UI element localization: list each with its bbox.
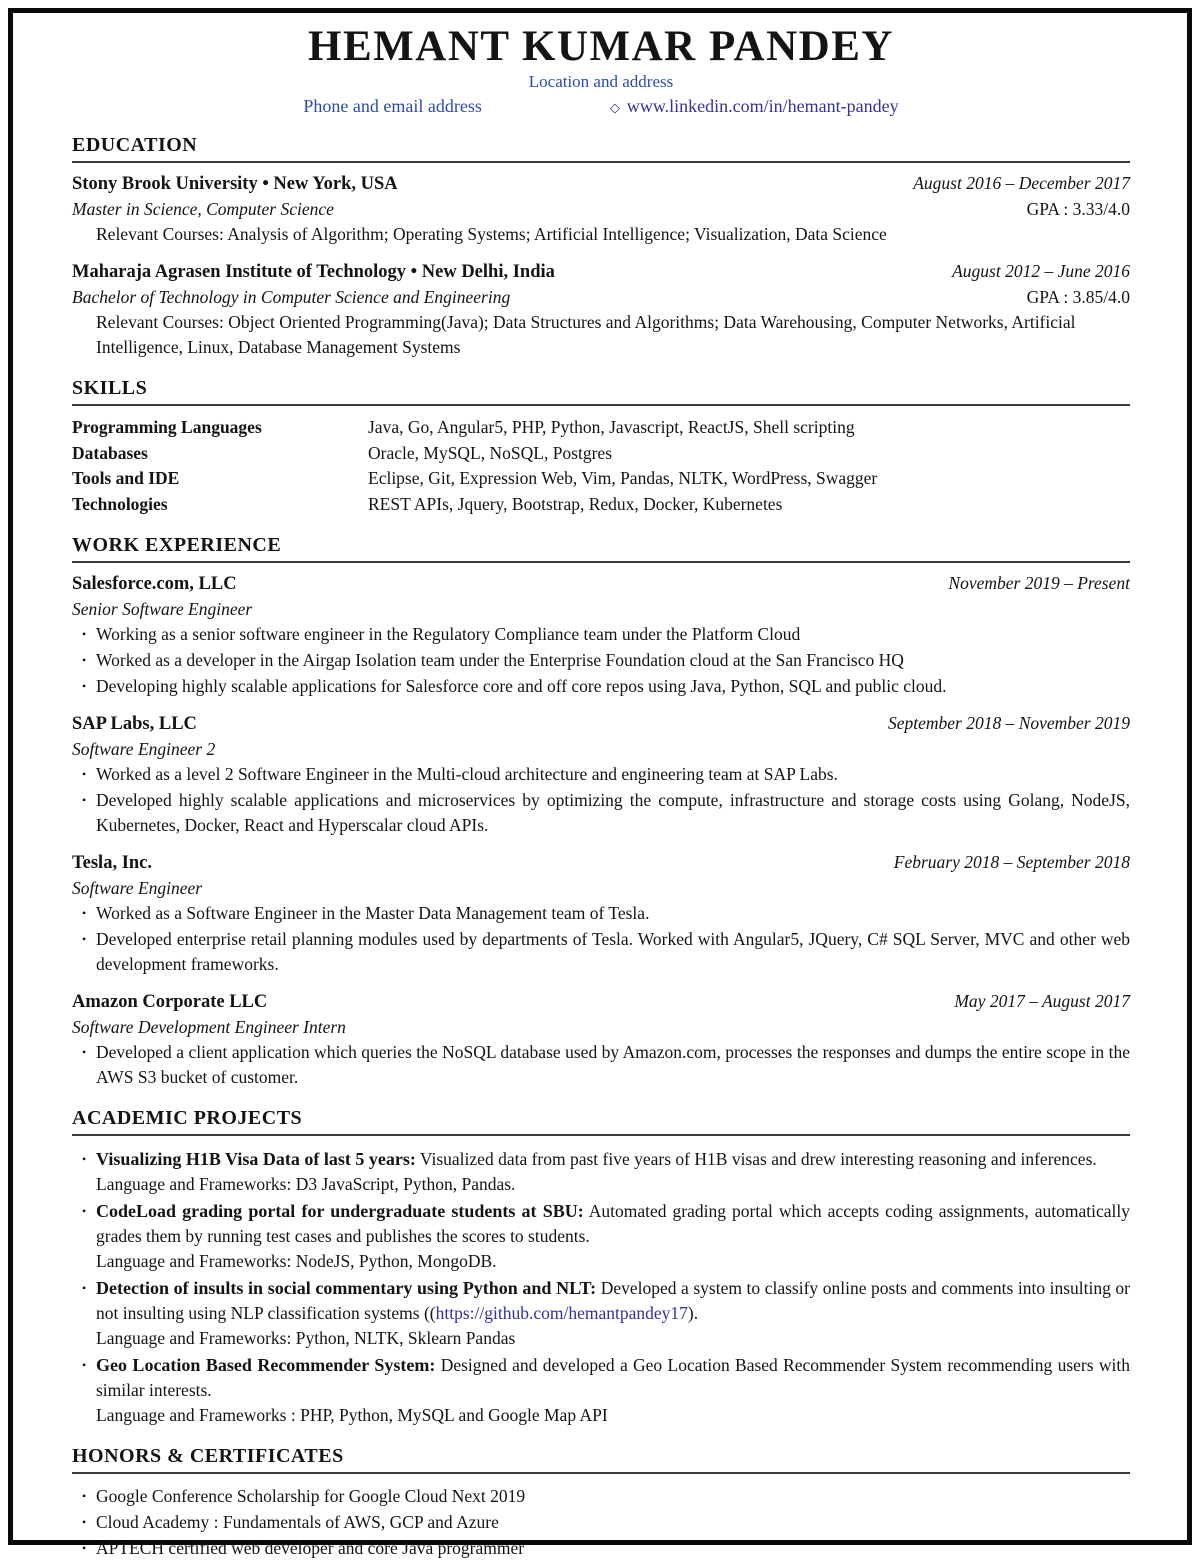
education-entry	[72, 260, 1130, 360]
education-dates: August 2016 – December 2017	[913, 173, 1130, 193]
work-entry-salesforce	[72, 572, 1130, 699]
project-frameworks: Language and Frameworks: Python, NLTK, Sklearn Pandas	[96, 1328, 516, 1348]
work-entry-sap	[72, 712, 1130, 838]
work-dates: February 2018 – September 2018	[893, 852, 1130, 872]
bullet-icon: •	[82, 1515, 87, 1529]
relevant-courses: Relevant Courses: Object Oriented Programming(Java); Data Structures and Algorithms; Data Warehousing, Computer Networks, Artificial Intelligence, Linux, Database Management Systems	[96, 312, 1076, 357]
location-address-line: Location and address	[528, 72, 674, 91]
project-description: Automated grading portal which accepts coding assignments, automatically grades them by running test cases and publishes the scores to students.	[96, 1201, 1130, 1246]
project-item-codeload	[72, 1199, 1130, 1274]
work-dates: May 2017 – August 2017	[954, 991, 1130, 1011]
project-frameworks: Language and Frameworks : PHP, Python, MySQL and Google Map API	[96, 1405, 608, 1425]
diamond-icon: ◇	[609, 100, 620, 115]
bullet-icon: •	[82, 793, 87, 807]
honor-item: • Google Conference Scholarship for Google Cloud Next 2019	[72, 1484, 1130, 1509]
skill-list: Oracle, MySQL, NoSQL, Postgres	[368, 442, 613, 463]
linkedin-wrap	[610, 95, 899, 119]
skill-category: Tools and IDE	[72, 468, 180, 488]
section-skills	[72, 377, 1130, 517]
bullet-icon: •	[82, 627, 87, 641]
degree: Bachelor of Technology in Computer Science and Engineering	[72, 287, 511, 307]
honor-item: • APTECH certified web developer and core Java programmer	[72, 1536, 1130, 1561]
list-item: • Worked as a level 2 Software Engineer in the Multi-cloud architecture and engineering team at SAP Labs.	[72, 762, 1130, 787]
bullet-icon: •	[82, 679, 87, 693]
company-name: Tesla, Inc.	[72, 853, 153, 873]
work-dates: September 2018 – November 2019	[887, 713, 1130, 733]
bullet-icon: •	[82, 1541, 87, 1555]
job-title: Software Development Engineer Intern	[72, 1017, 346, 1037]
bullet-icon: •	[82, 767, 87, 781]
section-honors	[72, 1445, 1130, 1561]
skills-row	[72, 415, 1130, 441]
skill-category: Programming Languages	[72, 417, 262, 437]
resume-page	[72, 24, 1130, 1561]
project-title: Geo Location Based Recommender System:	[96, 1355, 436, 1375]
work-entry-tesla	[72, 851, 1130, 977]
degree: Master in Science, Computer Science	[72, 199, 334, 219]
list-item: • Worked as a Software Engineer in the Master Data Management team of Tesla.	[72, 901, 1130, 926]
section-work-experience	[72, 534, 1130, 1090]
projects-heading: ACADEMIC PROJECTS	[72, 1107, 1130, 1136]
section-academic-projects	[72, 1107, 1130, 1428]
bullet-icon: •	[82, 1358, 87, 1372]
project-item-geo-recommender	[72, 1353, 1130, 1428]
school-name: Maharaja Agrasen Institute of Technology • New Delhi, India	[72, 262, 555, 282]
education-heading: EDUCATION	[72, 134, 1130, 163]
job-title: Senior Software Engineer	[72, 599, 253, 619]
page-title: HEMANT KUMAR PANDEY	[308, 23, 894, 70]
list-item: • Worked as a developer in the Airgap Isolation team under the Enterprise Foundation cloud at the San Francisco HQ	[72, 648, 1130, 673]
company-name: SAP Labs, LLC	[72, 714, 197, 734]
bullet-icon: •	[82, 1489, 87, 1503]
project-title: Visualizing H1B Visa Data of last 5 years:	[96, 1149, 416, 1169]
school-name: Stony Brook University • New York, USA	[72, 174, 398, 194]
linkedin-link[interactable]: www.linkedin.com/in/hemant-pandey	[626, 96, 899, 116]
project-item-h1b	[72, 1147, 1130, 1197]
list-item: • Developing highly scalable applications for Salesforce core and off core repos using Java, Python, SQL and public cloud.	[72, 674, 1130, 699]
skill-list: Eclipse, Git, Expression Web, Vim, Pandas, NLTK, WordPress, Swagger	[368, 468, 878, 488]
education-dates: August 2012 – June 2016	[952, 261, 1130, 281]
skill-list: REST APIs, Jquery, Bootstrap, Redux, Docker, Kubernetes	[368, 493, 783, 514]
project-frameworks: Language and Frameworks: NodeJS, Python, MongoDB.	[96, 1251, 497, 1271]
skills-heading: SKILLS	[72, 377, 1130, 406]
project-description: Developed a system to classify online posts and comments into insulting or not insulting using NLP classification systems ((	[96, 1278, 1131, 1323]
bullet-icon: •	[82, 1152, 87, 1166]
project-description-tail: ).	[687, 1303, 699, 1323]
bullet-icon: •	[82, 932, 87, 946]
job-title: Software Engineer 2	[72, 739, 216, 759]
work-entry-amazon	[72, 990, 1130, 1090]
skill-list: Java, Go, Angular5, PHP, Python, Javascript, ReactJS, Shell scripting	[368, 417, 855, 437]
work-dates: November 2019 – Present	[948, 573, 1130, 593]
gpa: GPA : 3.33/4.0	[1026, 199, 1130, 219]
education-entry	[72, 172, 1130, 247]
list-item: • Working as a senior software engineer in the Regulatory Compliance team under the Platform Cloud	[72, 622, 1130, 647]
skill-category: Databases	[72, 442, 148, 463]
company-name: Amazon Corporate LLC	[72, 992, 268, 1012]
project-description: Designed and developed a Geo Location Based Recommender System recommending users with similar interests.	[96, 1355, 1130, 1400]
gpa: GPA : 3.85/4.0	[1026, 287, 1130, 307]
honor-item: • Cloud Academy : Fundamentals of AWS, GCP and Azure	[72, 1510, 1130, 1535]
skills-row	[72, 492, 1130, 518]
project-frameworks: Language and Frameworks: D3 JavaScript, Python, Pandas.	[96, 1174, 516, 1194]
project-item-insult-detection	[72, 1276, 1130, 1351]
honors-heading: HONORS & CERTIFICATES	[72, 1445, 1130, 1474]
skills-row	[72, 466, 1130, 492]
project-description: Visualized data from past five years of H1B visas and drew interesting reasoning and inferences.	[419, 1149, 1097, 1169]
section-education	[72, 134, 1130, 360]
skill-category: Technologies	[72, 493, 168, 514]
skills-row	[72, 441, 1130, 467]
github-link[interactable]: https://github.com/hemantpandey17	[435, 1303, 688, 1323]
list-item: • Developed a client application which queries the NoSQL database used by Amazon.com, processes the responses and dumps the entire scope in the AWS S3 bucket of customer.	[72, 1040, 1130, 1090]
resume-header	[72, 24, 1130, 119]
bullet-icon: •	[82, 1204, 87, 1218]
contact-row	[72, 95, 1130, 119]
list-item: • Developed highly scalable applications and microservices by optimizing the compute, infrastructure and storage costs using Golang, NodeJS, Kubernetes, Docker, React and Hyperscalar cloud APIs.	[72, 788, 1130, 838]
list-item: • Developed enterprise retail planning modules used by departments of Tesla. Worked with Angular5, JQuery, C# SQL Server, MVC and other web development frameworks.	[72, 927, 1130, 977]
bullet-icon: •	[82, 906, 87, 920]
project-title: CodeLoad grading portal for undergraduate students at SBU:	[96, 1201, 584, 1221]
bullet-icon: •	[82, 1281, 87, 1295]
bullet-icon: •	[82, 1045, 87, 1059]
phone-email-link[interactable]: Phone and email address	[303, 96, 482, 116]
bullet-icon: •	[82, 653, 87, 667]
company-name: Salesforce.com, LLC	[72, 574, 237, 594]
relevant-courses: Relevant Courses: Analysis of Algorithm; Operating Systems; Artificial Intelligence; Visualization, Data Science	[96, 224, 887, 244]
project-title: Detection of insults in social commentary using Python and NLT:	[96, 1278, 597, 1298]
work-heading: WORK EXPERIENCE	[72, 534, 1130, 563]
job-title: Software Engineer	[72, 878, 203, 898]
